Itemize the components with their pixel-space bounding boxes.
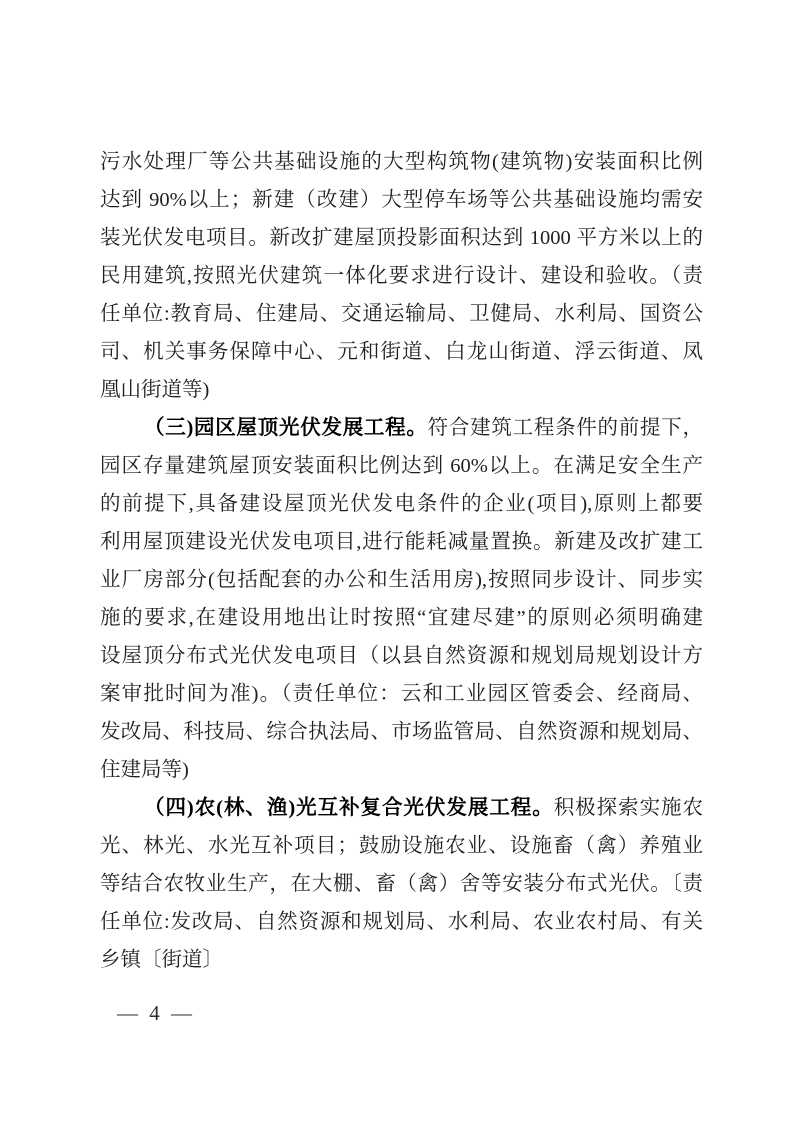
text-line: 发改局、科技局、综合执法局、市场监管局、自然资源和规划局、: [100, 721, 703, 743]
text-line: 司、机关事务保障中心、元和街道、白龙山街道、浮云街道、凤: [100, 341, 703, 363]
text-line: 污水处理厂等公共基础设施的大型构筑物(建筑物)安装面积比例: [100, 151, 703, 173]
paragraph-continuation: [100, 143, 703, 409]
text-line: 达到 90%以上；新建（改建）大型停车场等公共基础设施均需安: [100, 189, 703, 211]
section-heading: （四)农(林、渔)光互补复合光伏发展工程。: [144, 797, 554, 819]
text-line: 施的要求,在建设用地出让时按照“宜建尽建”的原则必须明确建: [100, 607, 703, 629]
text-line: 乡镇〔街道〕: [100, 949, 223, 971]
paragraph-section-4: [100, 789, 703, 979]
section-heading: （三)园区屋顶光伏发展工程。: [144, 417, 428, 439]
text-line: 任单位:发改局、自然资源和规划局、水利局、农业农村局、有关: [100, 911, 703, 933]
text-line: [100, 789, 703, 827]
paragraph-section-3: [100, 409, 703, 789]
text-line: 的前提下,具备建设屋顶光伏发电条件的企业(项目),原则上都要: [100, 493, 703, 515]
text-line: 业厂房部分(包括配套的办公和生活用房),按照同步设计、同步实: [100, 569, 703, 591]
page-number: — 4 —: [117, 1001, 195, 1025]
text-line: 园区存量建筑屋顶安装面积比例达到 60%以上。在满足安全生产: [100, 455, 703, 477]
text-line: 民用建筑,按照光伏建筑一体化要求进行设计、建设和验收。（责: [100, 265, 703, 287]
text-line: [100, 409, 703, 447]
text-run: 积极探索实施农: [553, 797, 703, 819]
text-line: 任单位:教育局、住建局、交通运输局、卫健局、水利局、国资公: [100, 303, 703, 325]
text-line: 设屋顶分布式光伏发电项目（以县自然资源和规划局规划设计方: [100, 645, 703, 667]
text-line: 凰山街道等): [100, 379, 210, 401]
text-line: 装光伏发电项目。新改扩建屋顶投影面积达到 1000 平方米以上的: [100, 227, 703, 249]
text-line: 光、林光、水光互补项目；鼓励设施农业、设施畜（禽）养殖业: [100, 835, 703, 857]
text-run: 符合建筑工程条件的前提下，: [427, 417, 704, 439]
text-line: 案审批时间为准)。（责任单位：云和工业园区管委会、经商局、: [100, 683, 703, 705]
text-line: 等结合农牧业生产，在大棚、畜（禽）舍等安装分布式光伏。〔责: [100, 873, 703, 895]
text-line: 利用屋顶建设光伏发电项目,进行能耗减量置换。新建及改扩建工: [100, 531, 703, 553]
text-line: 住建局等): [100, 759, 189, 781]
document-body: [100, 143, 703, 979]
